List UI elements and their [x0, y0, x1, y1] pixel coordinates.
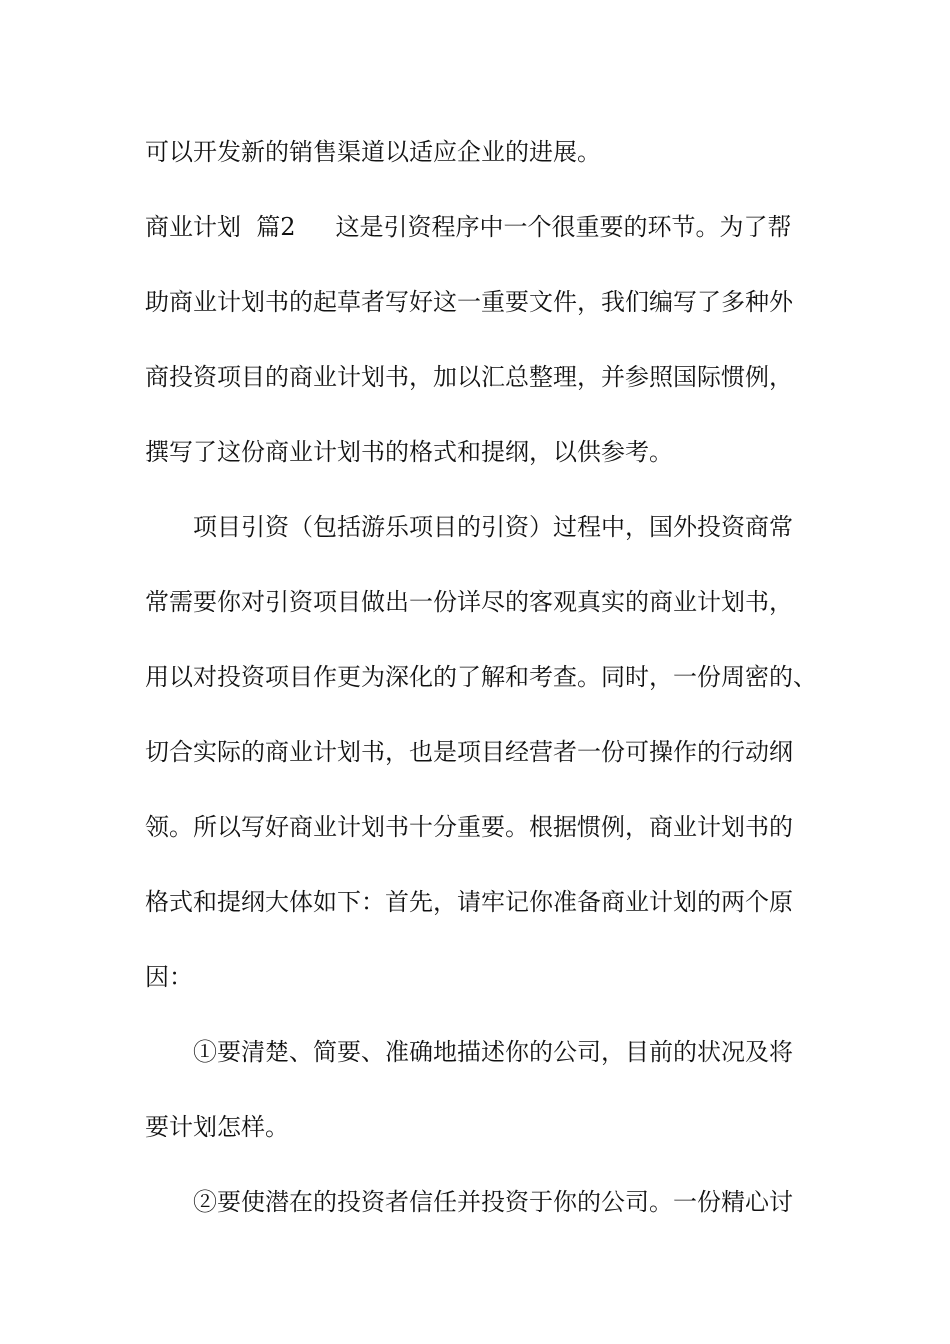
section-intro-text: 这是引资程序中一个很重要的环节。为了帮: [335, 213, 792, 241]
text-line-13: ①要清楚、简要、准确地描述你的公司，目前的状况及将: [193, 1038, 793, 1066]
text-line-6: 项目引资（包括游乐项目的引资）过程中，国外投资商常: [193, 513, 793, 541]
section-heading: 商业计划 篇2: [145, 213, 296, 241]
text-line-11: 格式和提纲大体如下：首先，请牢记你准备商业计划的两个原: [145, 888, 793, 916]
text-line-8: 用以对投资项目作更为深化的了解和考查。同时，一份周密的、: [145, 663, 817, 691]
text-line-12: 因：: [145, 963, 193, 991]
text-line-15: ②要使潜在的投资者信任并投资于你的公司。一份精心讨: [193, 1188, 793, 1216]
text-line-2: [145, 210, 792, 244]
text-line-3: 助商业计划书的起草者写好这一重要文件，我们编写了多种外: [145, 288, 793, 316]
text-line-14: 要计划怎样。: [145, 1113, 289, 1141]
text-line-9: 切合实际的商业计划书，也是项目经营者一份可操作的行动纲: [145, 738, 793, 766]
text-line-7: 常需要你对引资项目做出一份详尽的客观真实的商业计划书，: [145, 588, 793, 616]
text-line-4: 商投资项目的商业计划书，加以汇总整理，并参照国际惯例，: [145, 363, 793, 391]
text-line-5: 撰写了这份商业计划书的格式和提纲，以供参考。: [145, 438, 673, 466]
text-line-10: 领。所以写好商业计划书十分重要。根据惯例，商业计划书的: [145, 813, 793, 841]
text-line-1: 可以开发新的销售渠道以适应企业的进展。: [145, 138, 601, 166]
